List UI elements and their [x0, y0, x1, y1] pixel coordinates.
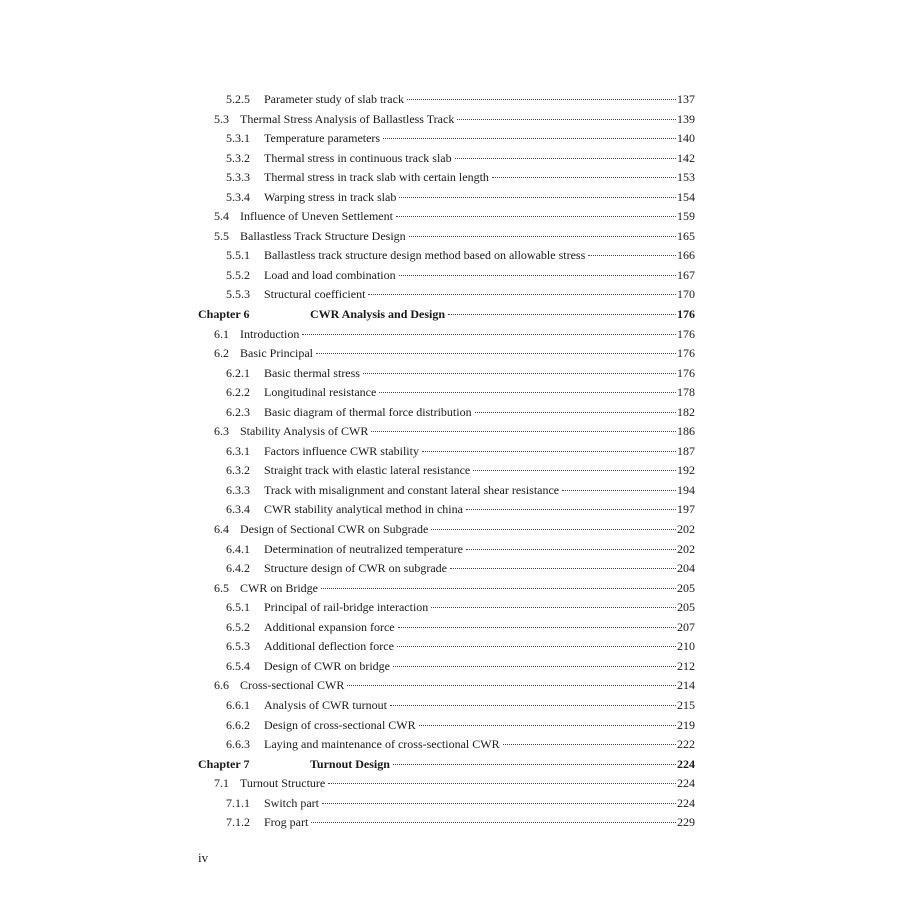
- toc-entry-number: 6.6.3: [226, 737, 250, 752]
- toc-entry-page: 139: [677, 111, 695, 126]
- toc-entry-page: 192: [677, 463, 695, 478]
- toc-entry-number: 6.3.1: [226, 443, 250, 458]
- toc-entry-page: 202: [677, 541, 695, 556]
- toc-entry-page: 176: [677, 326, 695, 341]
- toc-entry[interactable]: [198, 579, 695, 599]
- toc-entry-page: 187: [677, 443, 695, 458]
- toc-entry[interactable]: [198, 618, 695, 638]
- toc-entry[interactable]: [198, 774, 695, 794]
- toc-entry-title: Parameter study of slab track: [264, 92, 404, 106]
- toc-entry-page: 154: [677, 189, 695, 204]
- toc-entry[interactable]: [198, 716, 695, 736]
- toc-chapter-entry[interactable]: [198, 305, 695, 325]
- toc-entry-page: 159: [677, 209, 695, 224]
- toc-entry-page: 182: [677, 404, 695, 419]
- toc-entry-title: Stability Analysis of CWR: [240, 424, 369, 439]
- toc-entry[interactable]: [198, 520, 695, 540]
- dot-leader: [457, 119, 676, 120]
- toc-entry-title: Design of cross-sectional CWR: [264, 717, 416, 732]
- dot-leader: [419, 725, 676, 726]
- dot-leader: [422, 451, 676, 452]
- toc-entry-number: 6.2.3: [226, 404, 250, 419]
- toc-entry[interactable]: [198, 442, 695, 462]
- toc-entry-number: 6.4.1: [226, 541, 250, 556]
- toc-entry-title: Ballastless track structure design method based on allowable stress: [264, 248, 586, 263]
- toc-entry-number: 5.4: [214, 209, 229, 224]
- toc-entry-number: 7.1.2: [226, 815, 250, 830]
- toc-entry[interactable]: [198, 344, 695, 364]
- toc-chapter-entry[interactable]: [198, 755, 695, 775]
- toc-entry-title: CWR Analysis and Design: [310, 307, 446, 322]
- dot-leader: [473, 470, 676, 471]
- toc-entry-page: 210: [677, 639, 695, 654]
- dot-leader: [431, 529, 676, 530]
- dot-leader: [393, 764, 676, 765]
- dot-leader: [368, 294, 676, 295]
- toc-entry[interactable]: [198, 481, 695, 501]
- toc-entry-number: 5.5: [214, 228, 229, 243]
- dot-leader: [379, 392, 676, 393]
- toc-entry[interactable]: [198, 227, 695, 247]
- page-folio: iv: [198, 850, 209, 865]
- toc-entry-number: 6.2.1: [226, 365, 250, 380]
- toc-entry-title: Basic diagram of thermal force distribution: [264, 404, 472, 419]
- toc-entry[interactable]: [198, 325, 695, 345]
- toc-entry-number: 6.6.2: [226, 717, 250, 732]
- toc-entry-title: Introduction: [240, 326, 300, 341]
- dot-leader: [492, 177, 676, 178]
- toc-entry-title: Longitudinal resistance: [264, 385, 377, 400]
- toc-entry[interactable]: [198, 266, 695, 286]
- dot-leader: [409, 236, 676, 237]
- toc-entry[interactable]: [198, 364, 695, 384]
- dot-leader: [431, 607, 676, 608]
- dot-leader: [390, 705, 676, 706]
- toc-entry-title: Thermal stress in continuous track slab: [264, 150, 452, 165]
- toc-entry[interactable]: [198, 110, 695, 130]
- toc-entry-title: Temperature parameters: [264, 131, 381, 146]
- toc-entry-number: 5.3.4: [226, 189, 250, 204]
- toc-entry-page: 204: [677, 561, 695, 576]
- toc-entry-page: 215: [677, 697, 695, 712]
- toc-entry-number: 5.3.1: [226, 131, 250, 146]
- toc-entry-title: Straight track with elastic lateral resistance: [264, 463, 471, 478]
- toc-entry[interactable]: [198, 188, 695, 208]
- toc-entry-page: 176: [677, 346, 695, 361]
- toc-entry-title: CWR on Bridge: [240, 580, 318, 595]
- toc-entry-title: Load and load combination: [264, 267, 396, 282]
- toc-entry[interactable]: [198, 285, 695, 305]
- toc-entry-title: CWR stability analytical method in china: [264, 502, 463, 517]
- toc-entry-page: 153: [677, 170, 695, 185]
- toc-entry-number: 6.5.1: [226, 600, 250, 615]
- toc-entry-number: 7.1: [214, 776, 229, 791]
- toc-entry[interactable]: [198, 403, 695, 423]
- toc-entry-number: 5.5.1: [226, 248, 250, 263]
- toc-entry-number: 6.5: [214, 580, 229, 595]
- dot-leader: [371, 431, 676, 432]
- dot-leader: [311, 822, 676, 823]
- toc-entry-page: 176: [677, 365, 695, 380]
- toc-entry-number: Chapter 6: [198, 307, 250, 322]
- toc-entry-page: 137: [677, 92, 695, 106]
- toc-entry-page: 224: [677, 776, 695, 791]
- dot-leader: [475, 412, 676, 413]
- toc-entry-title: Cross-sectional CWR: [240, 678, 345, 693]
- dot-leader: [393, 666, 676, 667]
- toc-entry-number: 5.3.3: [226, 170, 250, 185]
- dot-leader: [399, 275, 676, 276]
- toc-entry-page: 219: [677, 717, 695, 732]
- toc-entry[interactable]: [198, 461, 695, 481]
- toc-entry[interactable]: [198, 598, 695, 618]
- dot-leader: [321, 588, 676, 589]
- toc-entry-number: 6.2: [214, 346, 229, 361]
- toc-entry-title: Structural coefficient: [264, 287, 366, 302]
- toc-entry-title: Basic Principal: [240, 346, 313, 361]
- toc-entry-number: 5.5.2: [226, 267, 250, 282]
- toc-entry-title: Structure design of CWR on subgrade: [264, 561, 447, 576]
- toc-entry-number: 7.1.1: [226, 795, 250, 810]
- toc-entry[interactable]: [198, 168, 695, 188]
- toc-entry-title: Track with misalignment and constant lateral shear resistance: [264, 482, 560, 497]
- toc-entry[interactable]: [198, 794, 695, 814]
- toc-entry-title: Design of Sectional CWR on Subgrade: [240, 522, 429, 537]
- toc-entry-title: Additional deflection force: [264, 639, 394, 654]
- toc-entry-page: 186: [677, 424, 695, 439]
- toc-entry-title: Design of CWR on bridge: [264, 658, 390, 673]
- toc-entry[interactable]: [198, 676, 695, 696]
- dot-leader: [397, 646, 676, 647]
- toc-entry-page: 170: [677, 287, 695, 302]
- toc-entry[interactable]: [198, 383, 695, 403]
- dot-leader: [363, 373, 676, 374]
- toc-entry-title: Turnout Design: [310, 756, 390, 771]
- toc-entry[interactable]: [198, 559, 695, 579]
- toc-entry-page: 224: [677, 795, 695, 810]
- toc-entry[interactable]: [198, 540, 695, 560]
- toc-entry-page: 205: [677, 600, 695, 615]
- toc-entry-number: 6.5.3: [226, 639, 250, 654]
- toc-entry-number: 5.5.3: [226, 287, 250, 302]
- toc-entry[interactable]: [198, 657, 695, 677]
- dot-leader: [503, 744, 676, 745]
- toc-entry-title: Turnout Structure: [240, 776, 326, 791]
- toc-entry-number: 6.1: [214, 326, 229, 341]
- dot-leader: [450, 568, 676, 569]
- dot-leader: [398, 627, 676, 628]
- toc-entry[interactable]: [198, 735, 695, 755]
- dot-leader: [328, 783, 676, 784]
- dot-leader: [316, 353, 676, 354]
- toc-entry-title: Thermal Stress Analysis of Ballastless Track: [240, 111, 455, 126]
- toc-entry-number: 5.3.2: [226, 150, 250, 165]
- toc-entry-title: Laying and maintenance of cross-sectional CWR: [264, 737, 500, 752]
- toc-entry[interactable]: [198, 696, 695, 716]
- toc-entry-title: Factors influence CWR stability: [264, 443, 419, 458]
- dot-leader: [466, 549, 676, 550]
- toc-entry-number: 6.3: [214, 424, 229, 439]
- toc-entry-page: 166: [677, 248, 695, 263]
- toc-entry-number: 6.3.4: [226, 502, 250, 517]
- toc-entry[interactable]: [198, 422, 695, 442]
- toc-entry-page: 229: [677, 815, 695, 830]
- toc-entry-page: 212: [677, 658, 695, 673]
- toc-entry[interactable]: [198, 500, 695, 520]
- toc-entry-page: 202: [677, 522, 695, 537]
- toc-entry-title: Influence of Uneven Settlement: [240, 209, 393, 224]
- toc-entry-page: 222: [677, 737, 695, 752]
- toc-entry-number: Chapter 7: [198, 756, 250, 771]
- toc-entry-number: 6.5.2: [226, 619, 250, 634]
- toc-entry[interactable]: [198, 90, 695, 110]
- toc-entry-number: 6.3.2: [226, 463, 250, 478]
- toc-entry-title: Frog part: [264, 815, 309, 830]
- dot-leader: [322, 803, 676, 804]
- toc-entry[interactable]: [198, 129, 695, 149]
- toc-entry-page: 194: [677, 482, 695, 497]
- dot-leader: [455, 158, 676, 159]
- toc-entry-page: 205: [677, 580, 695, 595]
- toc-entry-page: 165: [677, 228, 695, 243]
- toc-entry-page: 176: [677, 307, 695, 322]
- toc-entry-title: Basic thermal stress: [264, 365, 360, 380]
- toc-entry-number: 6.2.2: [226, 385, 250, 400]
- toc-entry-page: 178: [677, 385, 695, 400]
- toc-entry-page: 214: [677, 678, 695, 693]
- toc-entry[interactable]: [198, 246, 695, 266]
- toc-entry[interactable]: [198, 637, 695, 657]
- toc-entry[interactable]: [198, 207, 695, 227]
- dot-leader: [562, 490, 676, 491]
- toc-entry-title: Analysis of CWR turnout: [264, 697, 387, 712]
- toc-entry-number: 6.6.1: [226, 697, 250, 712]
- toc-entry-title: Warping stress in track slab: [264, 189, 397, 204]
- toc-entry-page: 142: [677, 150, 695, 165]
- toc-entry-number: 6.6: [214, 678, 229, 693]
- toc-entry-title: Additional expansion force: [264, 619, 395, 634]
- dot-leader: [396, 216, 676, 217]
- toc-entry-title: Ballastless Track Structure Design: [240, 228, 406, 243]
- dot-leader: [302, 334, 676, 335]
- toc-entry-number: 5.2.5: [226, 92, 250, 106]
- toc-entry-title: Principal of rail-bridge interaction: [264, 600, 429, 615]
- toc-entry-page: 140: [677, 131, 695, 146]
- toc-entry-title: Switch part: [264, 795, 319, 810]
- toc-entry-title: Thermal stress in track slab with certain length: [264, 170, 489, 185]
- toc-entry[interactable]: [198, 149, 695, 169]
- toc-entry-page: 197: [677, 502, 695, 517]
- dot-leader: [399, 197, 676, 198]
- dot-leader: [588, 255, 676, 256]
- toc-entry-page: 207: [677, 619, 695, 634]
- toc-entry-page: 224: [677, 756, 695, 771]
- dot-leader: [347, 685, 676, 686]
- toc-entry-number: 6.4: [214, 522, 229, 537]
- dot-leader: [466, 509, 676, 510]
- toc-entry-page: 167: [677, 267, 695, 282]
- dot-leader: [383, 138, 676, 139]
- toc-entry-title: Determination of neutralized temperature: [264, 541, 463, 556]
- toc-entry-number: 5.3: [214, 111, 229, 126]
- toc-entry[interactable]: [198, 813, 695, 833]
- toc-entry-number: 6.4.2: [226, 561, 250, 576]
- table-of-contents: [198, 90, 695, 833]
- toc-entry-number: 6.5.4: [226, 658, 250, 673]
- dot-leader: [407, 99, 676, 100]
- dot-leader: [448, 314, 676, 315]
- toc-entry-number: 6.3.3: [226, 482, 250, 497]
